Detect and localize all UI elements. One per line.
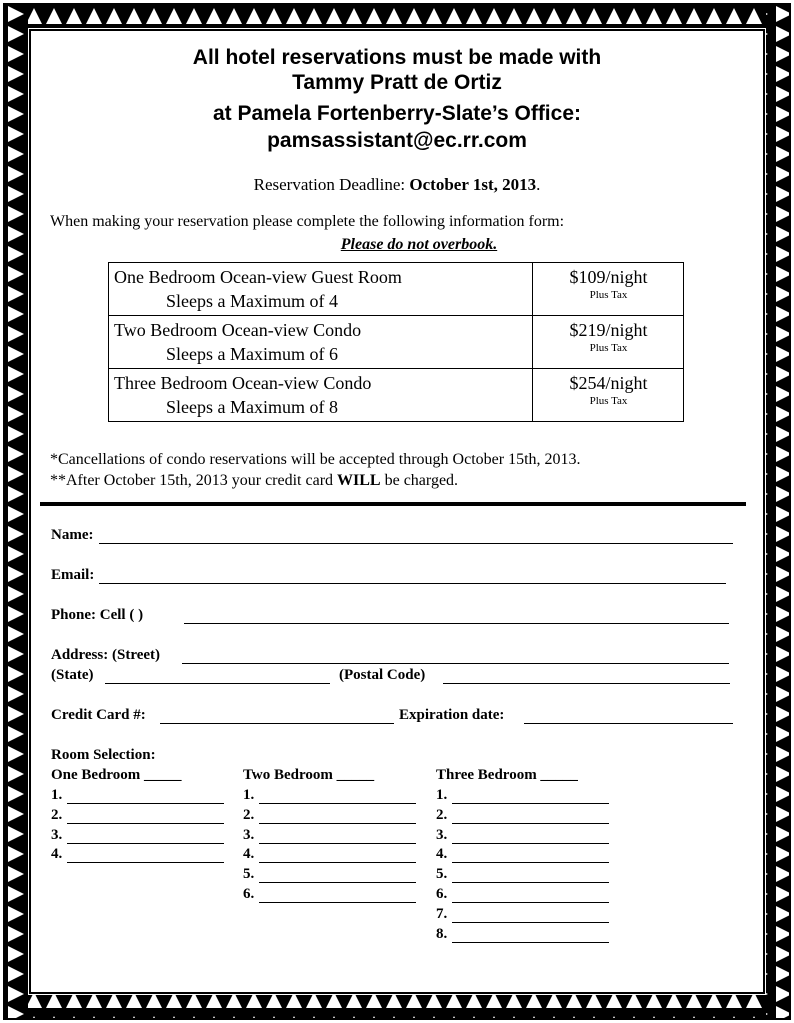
selection-entry-field[interactable] xyxy=(259,823,416,824)
room-price-cell xyxy=(533,263,684,316)
email-label: Email: xyxy=(51,567,95,583)
selection-entry-field[interactable] xyxy=(259,862,416,863)
room-row xyxy=(109,316,684,369)
room-tax-note: Plus Tax xyxy=(589,395,628,407)
selection-number: 6. xyxy=(436,886,448,902)
form-intro: When making your reservation please complete the following information form: xyxy=(50,213,565,230)
name-label: Name: xyxy=(51,527,94,543)
room-capacity: Sleeps a Maximum of 6 xyxy=(166,344,338,364)
selection-entry-field[interactable] xyxy=(67,823,224,824)
selection-entry-field[interactable] xyxy=(452,942,609,943)
contact-email[interactable]: pamsassistant@ec.rr.com xyxy=(267,129,527,152)
selection-entry-field[interactable] xyxy=(452,882,609,883)
three-bedroom-heading: Three Bedroom _____ xyxy=(436,767,578,783)
room-capacity: Sleeps a Maximum of 8 xyxy=(166,397,338,417)
selection-number: 5. xyxy=(243,866,255,883)
selection-entry-field[interactable] xyxy=(452,823,609,824)
street-label: Address: (Street) xyxy=(51,647,161,663)
room-description xyxy=(109,316,533,369)
cancellation-note: *Cancellations of condo reservations will be accepted through October 15th, 2013. xyxy=(50,451,581,468)
name-field[interactable] xyxy=(99,543,733,544)
room-description xyxy=(109,263,533,316)
header-line-2: Tammy Pratt de Ortiz xyxy=(292,71,502,94)
selection-entry-field[interactable] xyxy=(67,862,224,863)
room-name: One Bedroom Ocean-view Guest Room xyxy=(114,267,402,287)
selection-number: 7. xyxy=(436,905,448,922)
selection-entry-field[interactable] xyxy=(259,843,416,844)
selection-number: 1. xyxy=(51,787,63,803)
room-tax-note: Plus Tax xyxy=(589,342,628,354)
selection-number: 2. xyxy=(436,806,448,823)
room-row xyxy=(109,369,684,422)
state-label: (State) xyxy=(51,667,94,683)
room-price: $219/night xyxy=(569,320,648,340)
selection-entry-field[interactable] xyxy=(259,902,416,903)
selection-number: 1. xyxy=(436,787,448,803)
room-tax-note: Plus Tax xyxy=(589,289,628,301)
room-description xyxy=(109,369,533,422)
selection-number: 1. xyxy=(243,787,255,803)
selection-number: 4. xyxy=(243,846,255,863)
two-bedroom-heading: Two Bedroom _____ xyxy=(243,767,375,783)
room-row xyxy=(109,263,684,316)
reservation-deadline: Reservation Deadline: October 1st, 2013. xyxy=(253,175,541,194)
card-label: Credit Card #: xyxy=(51,707,146,723)
selection-entry-field[interactable] xyxy=(259,882,416,883)
header-line-1: All hotel reservations must be made with xyxy=(192,46,602,69)
room-selection-title: Room Selection: xyxy=(51,747,156,763)
room-name: Three Bedroom Ocean-view Condo xyxy=(114,373,372,393)
phone-label: Phone: Cell ( ) xyxy=(51,607,144,623)
deadline-date: October 1st, 2013 xyxy=(409,175,537,194)
postal-field[interactable] xyxy=(443,683,730,684)
room-price: $109/night xyxy=(569,267,648,287)
selection-number: 2. xyxy=(243,806,255,823)
selection-entry-field[interactable] xyxy=(259,803,416,804)
expiry-field[interactable] xyxy=(524,723,733,724)
room-price-cell xyxy=(533,316,684,369)
expiry-label: Expiration date: xyxy=(399,707,505,723)
room-capacity: Sleeps a Maximum of 4 xyxy=(166,291,338,311)
selection-entry-field[interactable] xyxy=(452,902,609,903)
charge-note: **After October 15th, 2013 your credit card WILL be charged. xyxy=(50,472,459,489)
room-rates-table xyxy=(108,262,684,422)
postal-label: (Postal Code) xyxy=(339,667,426,683)
room-name: Two Bedroom Ocean-view Condo xyxy=(114,320,362,340)
card-number-field[interactable] xyxy=(160,723,394,724)
selection-number: 4. xyxy=(51,846,63,863)
one-bedroom-heading: One Bedroom _____ xyxy=(51,767,182,783)
phone-field[interactable] xyxy=(184,623,729,624)
selection-number: 8. xyxy=(436,925,448,942)
selection-number: 6. xyxy=(243,886,255,902)
selection-entry-field[interactable] xyxy=(452,843,609,844)
deadline-label: Reservation Deadline: xyxy=(253,175,406,194)
selection-number: 3. xyxy=(436,826,448,843)
header-line-3: at Pamela Fortenberry-Slate’s Office: xyxy=(212,102,581,125)
selection-entry-field[interactable] xyxy=(67,843,224,844)
selection-number: 3. xyxy=(243,826,255,843)
street-field[interactable] xyxy=(182,663,729,664)
selection-number: 5. xyxy=(436,866,448,883)
room-price: $254/night xyxy=(569,373,648,393)
selection-entry-field[interactable] xyxy=(67,803,224,804)
email-field[interactable] xyxy=(99,583,726,584)
selection-number: 2. xyxy=(51,806,63,823)
selection-entry-field[interactable] xyxy=(452,922,609,923)
selection-entry-field[interactable] xyxy=(452,862,609,863)
selection-number: 4. xyxy=(436,846,448,863)
selection-number: 3. xyxy=(51,826,63,843)
state-field[interactable] xyxy=(105,683,330,684)
overbook-warning: Please do not overbook. xyxy=(340,236,498,253)
room-price-cell xyxy=(533,369,684,422)
section-divider xyxy=(40,502,746,506)
selection-entry-field[interactable] xyxy=(452,803,609,804)
